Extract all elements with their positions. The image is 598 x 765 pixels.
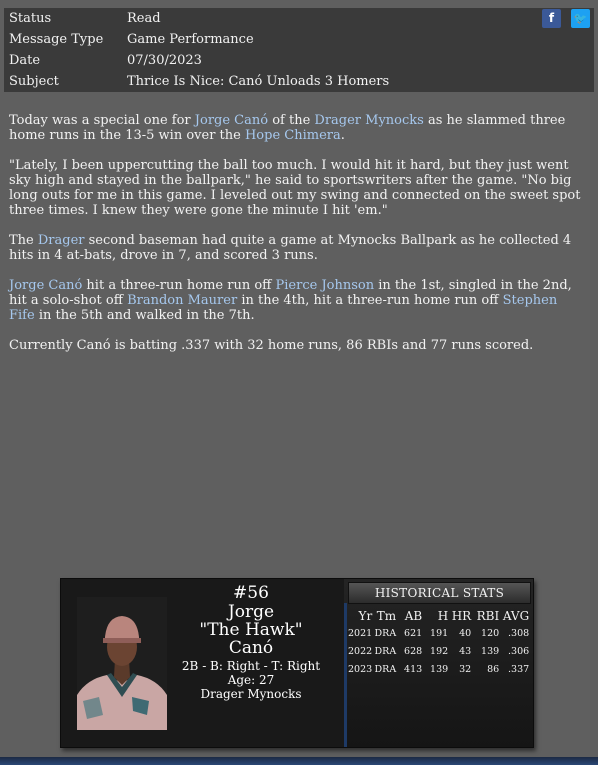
stat-cell: DRA	[374, 645, 397, 657]
col-h: H	[437, 608, 449, 623]
player-last-name: Canó	[228, 638, 274, 658]
stats-row	[348, 624, 529, 642]
player-link[interactable]: Jorge Canó	[194, 113, 269, 128]
subject-label: Subject	[9, 74, 59, 89]
stat-cell: 120	[481, 627, 500, 639]
col-yr: Yr	[358, 608, 373, 623]
stat-cell: .306	[508, 645, 530, 657]
twitter-share-icon[interactable]: 🐦	[571, 9, 590, 28]
status-label: Status	[9, 11, 52, 26]
player-info	[176, 583, 326, 701]
stat-cell: .308	[508, 627, 530, 639]
status-value: Read	[127, 11, 161, 26]
player-card	[60, 578, 534, 748]
text-span: as he slammed three home runs in the 13-5 win over the	[9, 113, 566, 143]
stat-cell: DRA	[374, 663, 397, 675]
player-first-name: Jorge	[227, 602, 275, 622]
stat-cell: 2021	[348, 627, 373, 639]
footer-bar	[0, 757, 598, 765]
article-paragraph-1	[9, 113, 587, 143]
stat-cell: 192	[430, 645, 449, 657]
stat-cell: 621	[404, 627, 423, 639]
stat-cell: 86	[487, 663, 500, 675]
stat-cell: DRA	[374, 627, 397, 639]
col-rbi: RBI	[476, 608, 500, 623]
text-span: The	[9, 233, 38, 248]
stat-cell: 413	[404, 663, 423, 675]
player-age: Age: 27	[227, 673, 275, 687]
historical-stats-table	[348, 607, 529, 678]
text-span: hit a three-run home run off	[82, 278, 276, 293]
stats-row	[348, 642, 529, 660]
stat-cell: 43	[459, 645, 472, 657]
message-header	[4, 8, 594, 92]
jersey-number: #56	[233, 583, 269, 603]
stats-row	[348, 660, 529, 678]
facebook-share-icon[interactable]: f	[542, 9, 561, 28]
pitcher-link[interactable]: Pierce Johnson	[275, 278, 375, 293]
col-tm: Tm	[376, 608, 397, 623]
text-span: second baseman had quite a game at Mynocks Ballpark as he collected 4 hits in 4 at-bats, drove in 7, and scored 3 runs.	[9, 233, 572, 263]
col-ab: AB	[404, 608, 423, 623]
pitcher-link[interactable]: Brandon Maurer	[127, 293, 238, 308]
article-paragraph-3	[9, 233, 587, 263]
article-paragraph-5: Currently Canó is batting .337 with 32 home runs, 86 RBIs and 77 runs scored.	[9, 338, 534, 353]
pitcher-link[interactable]: Stephen Fife	[9, 293, 558, 323]
message-type-label: Message Type	[9, 32, 104, 47]
col-hr: HR	[451, 608, 472, 623]
stat-cell: 32	[459, 663, 472, 675]
message-type-value: Game Performance	[127, 32, 254, 47]
stat-cell: 139	[481, 645, 500, 657]
date-value: 07/30/2023	[127, 53, 202, 68]
team-link[interactable]: Drager Mynocks	[314, 113, 424, 128]
stats-header-row	[348, 607, 529, 624]
stat-cell: 628	[404, 645, 423, 657]
text-span: in the 4th, hit a three-run home run off	[237, 293, 503, 308]
player-link[interactable]: Jorge Canó	[9, 278, 83, 293]
historical-stats-panel	[344, 579, 533, 747]
article-paragraph-2: "Lately, I been uppercutting the ball too much. I would hit it hard, but they just went sky high and stayed in the ballpark," he said to sportswriters after the game. "No big long outs for me in this game. I leveled out my swing and connected on the sweet spot three times. I knew they were gone the minute I hit 'em."	[9, 158, 581, 218]
stat-cell: 191	[430, 627, 449, 639]
player-portrait-icon	[77, 597, 167, 730]
subject-value: Thrice Is Nice: Canó Unloads 3 Homers	[127, 74, 390, 89]
player-photo-icon[interactable]	[77, 597, 167, 730]
player-nickname: "The Hawk"	[199, 620, 303, 640]
stat-cell: .337	[508, 663, 530, 675]
stat-cell: 40	[459, 627, 472, 639]
text-span: of the	[268, 113, 315, 128]
stat-cell: 139	[430, 663, 449, 675]
article-body	[9, 113, 587, 368]
stat-cell: 2022	[348, 645, 373, 657]
text-span: in the 1st, singled in the 2nd, hit a solo-shot off	[9, 278, 572, 308]
stat-cell: 2023	[348, 663, 373, 675]
historical-stats-title: HISTORICAL STATS	[348, 582, 531, 604]
player-position-line: 2B - B: Right - T: Right	[181, 659, 321, 673]
stats-accent-bar	[344, 603, 347, 747]
text-span: .	[340, 128, 345, 143]
text-span: Today was a special one for	[9, 113, 195, 128]
text-span: in the 5th and walked in the 7th.	[34, 308, 255, 323]
opponent-team-link[interactable]: Hope Chimera	[244, 128, 341, 143]
date-label: Date	[9, 53, 41, 68]
team-link[interactable]: Drager	[37, 233, 85, 248]
col-avg: AVG	[502, 608, 530, 623]
article-paragraph-4	[9, 278, 587, 323]
player-team: Drager Mynocks	[200, 687, 302, 701]
